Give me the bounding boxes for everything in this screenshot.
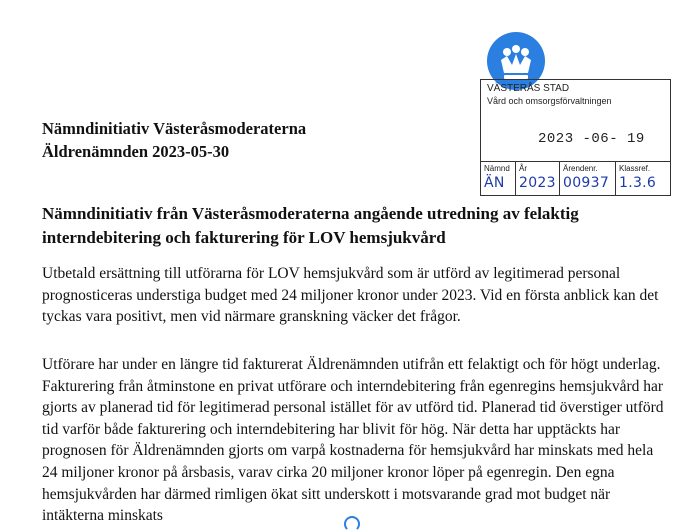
stamp-organization: VÄSTERÅS STAD bbox=[487, 83, 570, 94]
header-meeting: Äldrenämnden 2023-05-30 bbox=[42, 142, 230, 161]
stamp-field-label: Nämnd bbox=[484, 164, 510, 173]
stamp-field-ar bbox=[516, 162, 560, 196]
stamp-frame bbox=[480, 79, 671, 196]
stamp-date: 2023 -06- 19 bbox=[538, 131, 645, 147]
page-footer-mark bbox=[344, 516, 360, 532]
stamp-fields bbox=[481, 161, 670, 196]
stamp-field-value: 1.3.6 bbox=[619, 175, 657, 191]
stamp-field-value: 2023 bbox=[519, 175, 556, 191]
stamp-field-klassref bbox=[616, 162, 670, 196]
stamp-field-arendenr bbox=[560, 162, 616, 196]
stamp-field-value: 00937 bbox=[563, 175, 610, 191]
body-paragraph-2: Utförare har under en längre tid fakturerat Äldrenämnden utifrån ett felaktigt och för högt underlag. Fakturering från åtminstone en privat utförare och interndebitering från egenregins hemsjukvård har gjorts av planerad tid för legitimerad personal istället för av utförd tid. Planerad tid överstiger utförd tid varför både fakturering och interndebitering har blivit för hög. När detta har upptäckts har prognosen för Äldrenämnden gjorts om varpå kostnaderna för hemsjukvård har minskats med hela 24 miljoner kronor på årsbasis, varav cirka 20 miljoner kronor löper på egenregin. Den egna hemsjukvården har därmed rimligen ökat sitt underskott i motsvarande grad mot budget när intäkterna minskats bbox=[42, 356, 664, 525]
stamp-field-label: År bbox=[519, 164, 527, 173]
header-party: Nämndinitiativ Västeråsmoderaterna bbox=[42, 119, 307, 138]
registration-stamp bbox=[480, 79, 671, 196]
stamp-field-label: Ärendenr. bbox=[563, 164, 598, 173]
body-paragraph-1: Utbetald ersättning till utförarna för LOV hemsjukvård som är utförd av legitimerad personal prognosticeras understiga budget med 24 miljoner kronor under 2023. Vid en första anblick kan det tyckas vara positivt, men vid närmare granskning väcker det frågor. bbox=[42, 265, 659, 326]
stamp-field-label: Klassref. bbox=[619, 164, 651, 173]
document-title: Nämndinitiativ från Västeråsmoderaterna angående utredning av felaktig interndebitering och fakturering för LOV hemsjukvård bbox=[42, 204, 579, 247]
stamp-field-namnd bbox=[481, 162, 516, 196]
stamp-department: Vård och omsorgsförvaltningen bbox=[487, 96, 612, 106]
stamp-field-value: ÄN bbox=[484, 175, 505, 191]
